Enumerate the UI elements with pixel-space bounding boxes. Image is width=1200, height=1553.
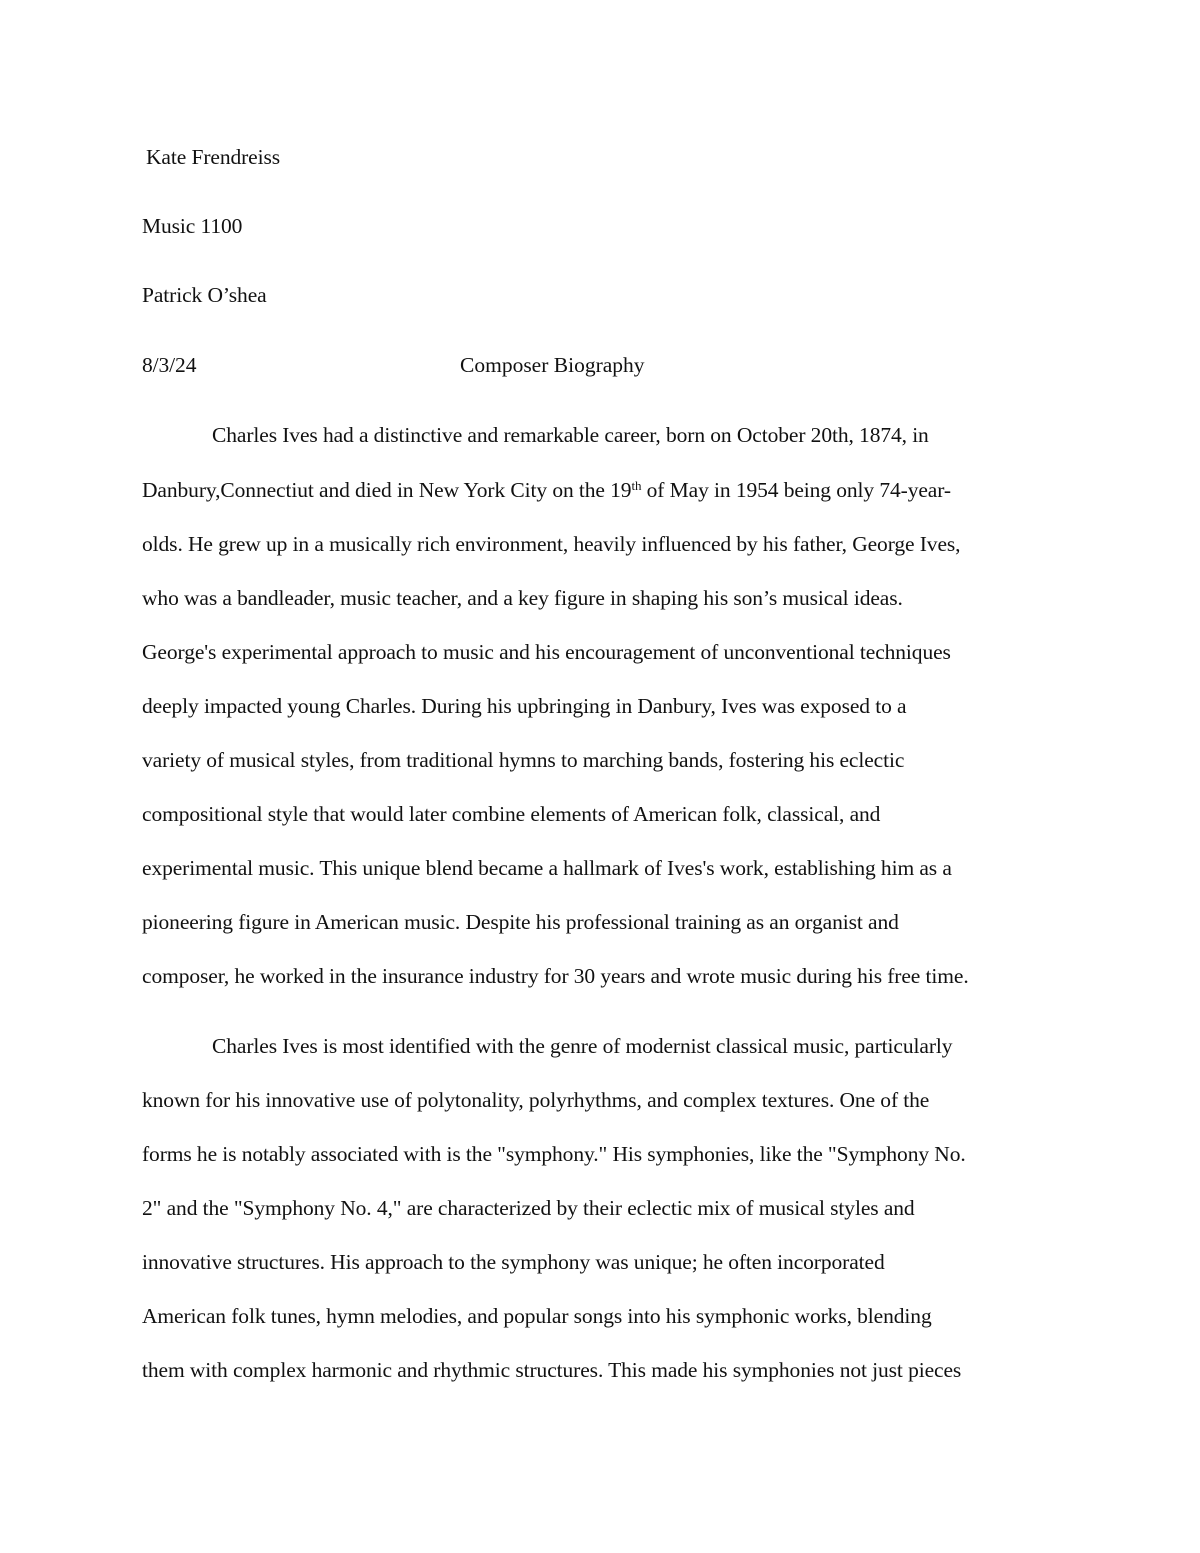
p2-line-7: them with complex harmonic and rhythmic structures. This made his symphonies not just pieces <box>142 1358 962 1382</box>
p1-line-2 <box>142 476 951 504</box>
p1-line-9: experimental music. This unique blend became a hallmark of Ives's work, establishing him as a <box>142 856 952 880</box>
p2-line-4: 2" and the "Symphony No. 4," are characterized by their eclectic mix of musical styles and <box>142 1196 915 1220</box>
p1-line-4: who was a bandleader, music teacher, and a key figure in shaping his son’s musical ideas. <box>142 586 903 610</box>
p2-line-2: known for his innovative use of polytonality, polyrhythms, and complex textures. One of the <box>142 1088 930 1112</box>
p1-line-2-text-b: of May in 1954 being only 74-year- <box>641 478 951 502</box>
instructor-name: Patrick O’shea <box>142 283 267 307</box>
p1-line-8: compositional style that would later combine elements of American folk, classical, and <box>142 802 881 826</box>
course-name: Music 1100 <box>142 214 243 238</box>
ordinal-superscript: th <box>631 478 642 493</box>
p2-line-1: Charles Ives is most identified with the genre of modernist classical music, particularly <box>212 1034 953 1058</box>
author-name: Kate Frendreiss <box>146 145 281 169</box>
p1-line-3: olds. He grew up in a musically rich environment, heavily influenced by his father, George Ives, <box>142 532 961 556</box>
document-title: Composer Biography <box>460 353 645 377</box>
p1-line-2-text-a: Danbury,Connectiut and died in New York City on the 19 <box>142 478 632 502</box>
document-date: 8/3/24 <box>142 353 197 377</box>
p1-line-11: composer, he worked in the insurance industry for 30 years and wrote music during his free time. <box>142 964 969 988</box>
p1-line-5: George's experimental approach to music and his encouragement of unconventional techniques <box>142 640 951 664</box>
p1-line-1: Charles Ives had a distinctive and remarkable career, born on October 20th, 1874, in <box>212 423 929 447</box>
p2-line-5: innovative structures. His approach to the symphony was unique; he often incorporated <box>142 1250 885 1274</box>
p2-line-3: forms he is notably associated with is the "symphony." His symphonies, like the "Symphony No. <box>142 1142 966 1166</box>
p2-line-6: American folk tunes, hymn melodies, and popular songs into his symphonic works, blending <box>142 1304 932 1328</box>
p1-line-10: pioneering figure in American music. Despite his professional training as an organist and <box>142 910 899 934</box>
p1-line-7: variety of musical styles, from traditional hymns to marching bands, fostering his eclectic <box>142 748 905 772</box>
p1-line-6: deeply impacted young Charles. During his upbringing in Danbury, Ives was exposed to a <box>142 694 907 718</box>
